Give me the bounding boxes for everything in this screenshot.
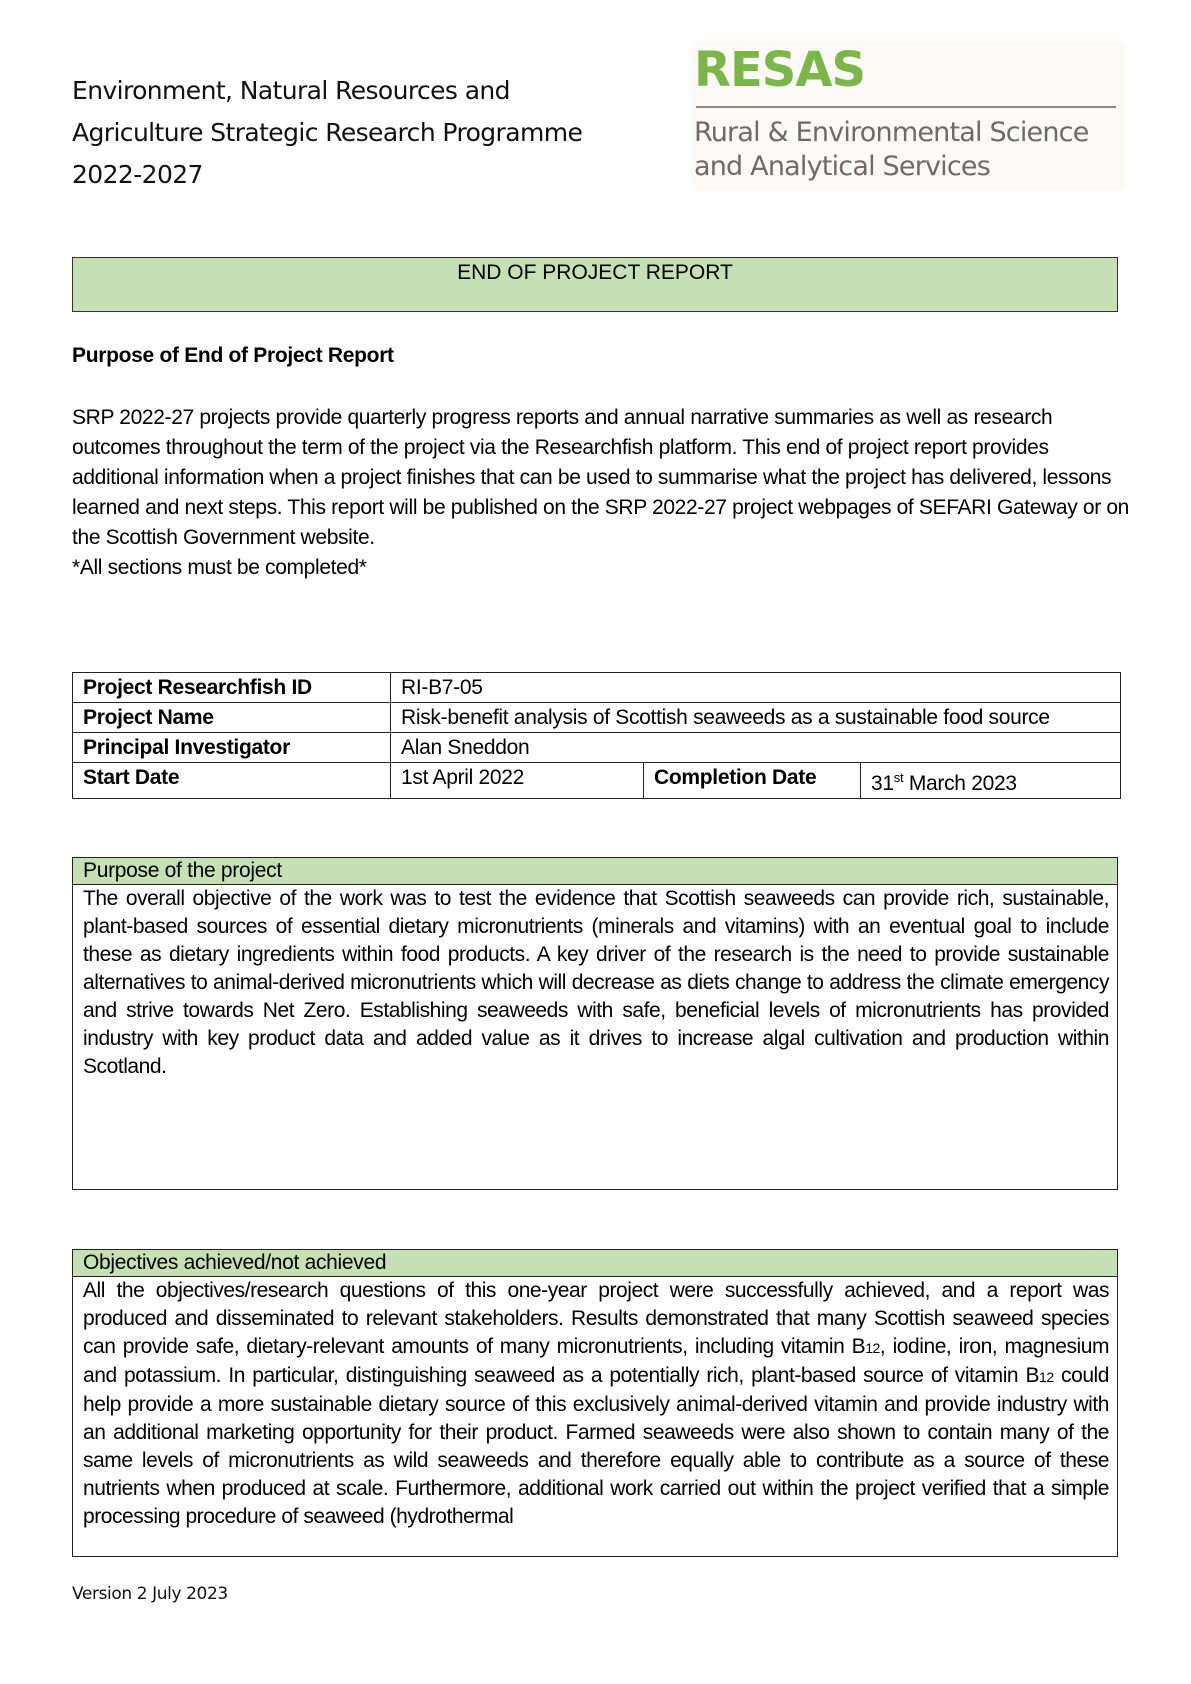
table-row [73,673,1121,703]
resas-logo-subtitle [694,116,1089,184]
resas-logo-mark: RESAS [694,42,866,98]
footer-version: Version 2 July 2023 [72,1584,228,1604]
objectives-panel [72,1249,1118,1557]
purpose-of-report-body: SRP 2022-27 projects provide quarterly progress reports and annual narrative summaries as well as research outcomes throughout the term of the project via the Researchfish platform. This end of project report provides additional information when a project finishes that can be used to summarise what the project has delivered, lessons learned and next steps. This report will be published on the SRP 2022-27 project webpages of SEFARI Gateway or on the Scottish Government website. [72,406,1129,549]
researchfish-id-value: RI-B7-05 [391,673,1121,703]
completion-date-value [861,763,1121,799]
completion-day: 31 [871,772,894,795]
programme-title-line-1: Environment, Natural Resources and [72,76,510,105]
programme-title-line-3: 2022-2027 [72,160,203,189]
programme-title-line-2: Agriculture Strategic Research Programme [72,118,583,147]
table-row [73,733,1121,763]
principal-investigator-label: Principal Investigator [73,733,391,763]
report-banner: END OF PROJECT REPORT [72,257,1118,312]
completion-month-year: March 2023 [903,772,1017,795]
completion-note: *All sections must be completed* [72,556,367,579]
subscript-12: 12 [865,1340,880,1356]
start-date-label: Start Date [73,763,391,799]
principal-investigator-value: Alan Sneddon [391,733,1121,763]
objectives-heading: Objectives achieved/not achieved [73,1250,1117,1277]
researchfish-id-label: Project Researchfish ID [73,673,391,703]
resas-logo [692,42,1124,190]
purpose-of-project-panel [72,857,1118,1190]
purpose-of-project-text: The overall objective of the work was to test the evidence that Scottish seaweeds can provide rich, sustainable, plant-based sources of essential dietary micronutrients (minerals and vitamins) with an eventual goal to include these as dietary ingredients within food products. A key driver of the research is the need to provide sustainable alternatives to animal-derived micronutrients which will decrease as diets change to address the climate emergency and strive towards Net Zero. Establishing seaweeds with safe, beneficial levels of micronutrients has provided industry with key product data and added value as it drives to increase algal cultivation and production within Scotland. [83,887,1109,1078]
objectives-text-part-3: could help provide a more sustainable dietary source of this exclusively animal-derived vitamin and provide industry with an additional marketing opportunity for their product. Farmed seaweeds were also shown to contain many of the same levels of micronutrients as wild seaweeds and therefore equally able to contribute as a source of these nutrients when produced at scale. Furthermore, additional work carried out within the project verified that a simple processing procedure of seaweed (hydrothermal [83,1364,1109,1528]
completion-day-suffix: st [893,770,904,785]
logo-subtitle-line-1: Rural & Environmental Science [694,117,1089,148]
completion-date-label: Completion Date [644,763,861,799]
subscript-12: 12 [1039,1369,1054,1385]
purpose-of-project-body [73,885,1117,1081]
objectives-body [73,1277,1117,1531]
objectives-text [83,1277,1109,1531]
table-row [73,703,1121,733]
logo-divider [696,106,1116,108]
purpose-of-report-heading: Purpose of End of Project Report [72,344,394,367]
programme-title [72,70,672,196]
start-date-value: 1st April 2022 [391,763,644,799]
project-info-table [72,672,1121,799]
logo-subtitle-line-2: and Analytical Services [694,151,991,182]
project-name-value: Risk-benefit analysis of Scottish seaweeds as a sustainable food source [391,703,1121,733]
purpose-of-project-heading: Purpose of the project [73,858,1117,885]
objectives-text-part-1: All the objectives/research questions of this one-year project were successfully achieved, and a report was produced and disseminated to relevant stakeholders. Results demonstrated that many Scottish seaweed species can provide safe, dietary-relevant amounts of many micronutrients, including vitamin B [83,1279,1109,1358]
objectives-text-part-2: , iodine, iron, magnesium and potassium. In particular, distinguishing seaweed as a potentially rich, plant-based source of vitamin B [83,1335,1109,1387]
purpose-of-report-text [72,403,1132,583]
project-name-label: Project Name [73,703,391,733]
table-row [73,763,1121,799]
